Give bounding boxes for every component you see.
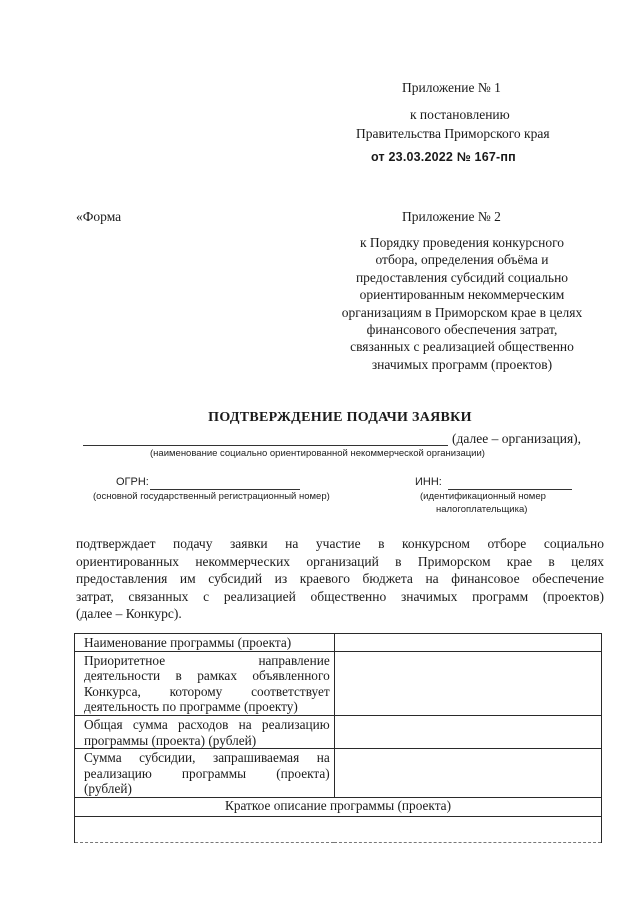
ogrn-line [150,489,300,490]
ogrn-label: ОГРН: [116,476,149,488]
organization-caption: (наименование социально ориентированной некоммерческой организации) [150,448,485,459]
table-label-line: программы (проекта) (рублей) [84,732,257,748]
table-row-label [75,634,335,652]
appendix2-title: Приложение № 2 [402,209,501,224]
table-row [75,651,602,715]
program-table [74,633,602,843]
confirmation-paragraph [76,535,604,623]
table-label-line: Сумма субсидии, запрашиваемая на [84,750,330,766]
appendix2-line: к Порядку проведения конкурсного [359,235,565,250]
appendix2-line: отбора, определения объёма и [375,252,549,268]
table-row [75,634,602,652]
paragraph-line: подтверждает подачу заявки на участие в конкурсном отборе социально [76,536,604,551]
table-label-line: Конкурса, которому соответствует [84,683,330,699]
paragraph-line: предоставления им субсидий из краевого бюджета на финансовое обеспечение [76,571,604,587]
appendix2-line: ориентированным некоммерческим [359,287,565,303]
ogrn-caption: (основной государственный регистрационный номер) [93,491,330,502]
table-row [75,715,602,748]
description-header: Краткое описание программы (проекта) [75,797,602,816]
table-label-line: деятельность по программе (проекту) [84,699,298,715]
table-row-value[interactable] [334,634,601,652]
table-row-label [75,651,335,715]
table-label-line: Наименование программы (проекта) [84,635,292,650]
inn-caption-1: (идентификационный номер [420,491,546,502]
table-label-line: (рублей) [84,781,132,797]
appendix2-line: финансового обеспечения затрат, [366,322,558,338]
table-row-value[interactable] [334,715,601,748]
appendix2-line: предоставления субсидий социально [355,269,569,285]
document-title: ПОДТВЕРЖДЕНИЕ ПОДАЧИ ЗАЯВКИ [208,410,472,425]
to-resolution: к постановлению [410,107,510,122]
appendix2-line: значимых программ (проектов) [371,356,553,372]
table-row-label [75,715,335,748]
paragraph-line: (далее – Конкурс). [76,606,182,622]
organization-name-line [83,445,448,446]
inn-label: ИНН: [415,476,442,488]
table-label-line: деятельности в рамках объявленного [84,668,330,684]
inn-caption-2: налогоплательщика) [436,504,528,515]
paragraph-line: затрат, связанных с реализацией общественно значимых программ (проектов) [76,588,604,604]
table-label-line: Общая сумма расходов на реализацию [84,716,330,732]
description-content-row [75,816,602,842]
decree-stamp: от 23.03.2022 № 167-пп [371,150,516,164]
appendix1-title: Приложение № 1 [402,80,501,95]
table-label-line: Приоритетное направление [84,652,330,668]
description-content[interactable] [75,816,602,842]
government-name: Правительства Приморского края [356,126,550,141]
table-row-value[interactable] [334,651,601,715]
organization-suffix: (далее – организация), [452,431,582,446]
table-row-label [75,749,335,798]
table-label-line: реализацию программы (проекта) [84,765,330,781]
appendix2-line: организациям в Приморском крае в целях [341,304,583,320]
form-label: «Форма [76,209,122,224]
paragraph-line: ориентированных некоммерческих организаций в Приморском крае в целях [76,553,604,569]
table-row-value[interactable] [334,749,601,798]
appendix2-line: связанных с реализацией общественно [350,339,574,355]
appendix2-text [316,234,608,373]
description-header-row [75,797,602,816]
table-row [75,749,602,798]
inn-line [448,489,572,490]
